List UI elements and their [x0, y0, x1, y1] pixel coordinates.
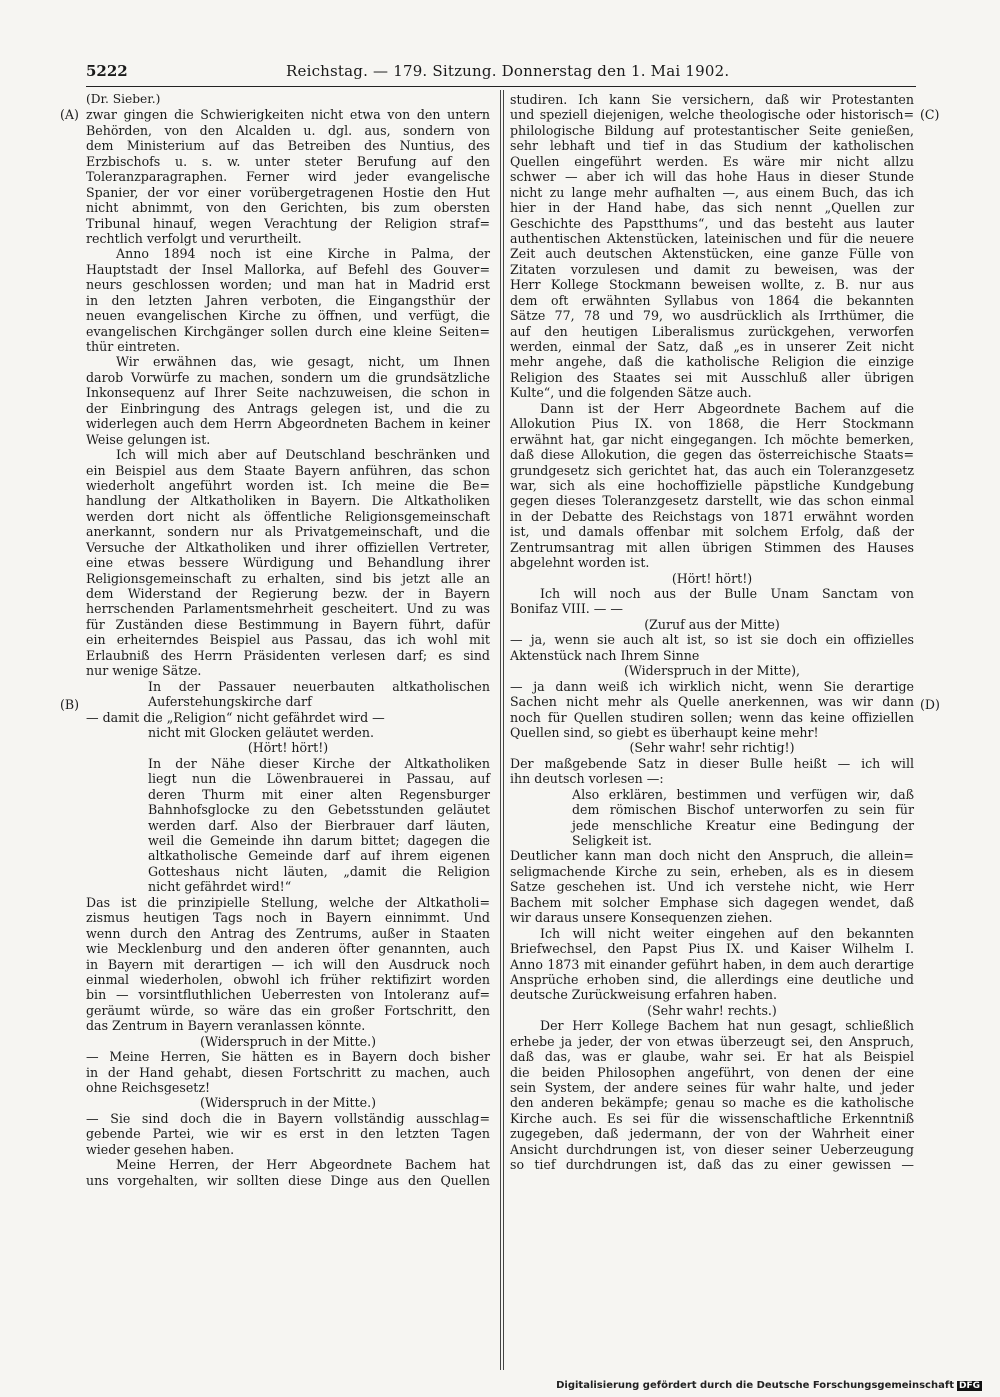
text-line: sehr lebhaft und tief in das Studium der katholischen [510, 138, 914, 154]
text-line: Satze geschehen ist. Und ich verstehe nicht, wie Herr [510, 879, 914, 895]
text-line: auf den heutigen Liberalismus zurückgehen, verworfen [510, 323, 914, 339]
text-line: altkatholische Gemeinde darf auf ihrem eigenen [148, 848, 490, 864]
text-line: gebende Partei, wie wir es erst in den letzten Tagen [86, 1126, 490, 1142]
text-line: — ja dann weiß ich wirklich nicht, wenn Sie derartige [510, 678, 914, 694]
text-line: Deutlicher kann man doch nicht den Anspruch, die allein= [510, 848, 914, 864]
text-line: bin — vorsintfluthlichen Ueberresten von Intoleranz auf= [86, 987, 490, 1003]
text-line: erhebe ja jeder, der von etwas überzeugt sei, den Anspruch, [510, 1033, 914, 1049]
page-number: 5222 [86, 62, 128, 80]
text-line: Ich will noch aus der Bulle Unam Sanctam von [540, 586, 914, 601]
text-line: war, sich als eine hochoffizielle päpstliche Kundgebung [510, 477, 914, 493]
text-line: schwer — aber ich will das hohe Haus in dieser Stunde [510, 169, 914, 185]
text-line: grundgesetz sich gerichtet hat, das auch ein Toleranzgesetz [510, 462, 914, 478]
text-line: Zitaten vorzulesen und damit zu beweisen, was der [510, 261, 914, 277]
text-line: Zeit auch deutschen Aktenstücken, eine ganze Fülle von [510, 246, 914, 262]
text-line: deren Thurm mit einer alten Regensburger [148, 786, 490, 802]
text-line: authentischen Aktenstücken, lateinischen und für die neuere [510, 230, 914, 246]
text-line: ein Beispiel aus dem Staate Bayern anführen, das schon [86, 462, 490, 478]
text-line: studiren. Ich kann Sie versichern, daß wir Protestanten [510, 92, 914, 107]
text-line: deutsche Zurückweisung erfahren haben. [510, 987, 778, 1003]
text-line: weil die Gemeinde ihn darum bittet; dagegen die [148, 833, 490, 848]
text-line: in den letzten Jahren verboten, die Eingangsthür der [86, 292, 490, 308]
text-line: Dann ist der Herr Abgeordnete Bachem auf die [540, 400, 914, 416]
text-line: dem oft erwähnten Syllabus von 1864 die bekannten [510, 292, 914, 308]
text-line: — Meine Herren, Sie hätten es in Bayern doch bisher [86, 1049, 490, 1065]
text-line: (Widerspruch in der Mitte.) [199, 1033, 377, 1049]
text-line: Gotteshaus nicht läuten, „damit die Religion [148, 863, 490, 879]
text-line: Ich will mich aber auf Deutschland beschränken und [116, 447, 490, 463]
text-line: — damit die „Religion“ nicht gefährdet wird — [86, 709, 385, 725]
text-line: darob Vorwürfe zu machen, sondern um die grundsätzliche [86, 369, 490, 385]
text-line: ihn deutsch vorlesen —: [510, 771, 664, 787]
text-line: Anno 1894 noch ist eine Kirche in Palma, der [116, 246, 490, 262]
text-line: seligmachende Kirche zu sein, erheben, als es in diesem [510, 863, 914, 879]
text-line: werden darf. Also der Bierbrauer darf läuten, [148, 817, 490, 833]
text-line: zwar gingen die Schwierigkeiten nicht etwa von den untern [86, 107, 490, 123]
text-line: ohne Reichsgesetz! [86, 1080, 211, 1095]
text-line: geräumt würde, so wäre das ein großer Fortschritt, den [86, 1002, 490, 1018]
text-line: Sätze 77, 78 und 79, wo ausdrücklich als Irrthümer, die [510, 308, 914, 324]
text-line: nicht gefährdet wird!“ [148, 879, 292, 895]
text-line: wir daraus unsere Konsequenzen ziehen. [510, 910, 773, 926]
text-line: Erzbischofs u. s. w. unter steter Berufung auf den [86, 153, 490, 169]
text-line: — ja, wenn sie auch alt ist, so ist sie doch ein offizielles [510, 632, 914, 648]
text-line: widerlegen auch dem Herrn Abgeordneten Bachem in keiner [86, 416, 490, 432]
text-line: in Bayern mit derartigen — ich will den Ausdruck noch [86, 956, 490, 972]
text-line: ein erheiterndes Beispiel aus Passau, das ich wohl mit [86, 632, 490, 648]
text-line: Zentrumsantrag mit allen übrigen Stimmen des Hauses [510, 539, 914, 555]
text-line: Das ist die prinzipielle Stellung, welche der Altkatholi= [86, 894, 490, 910]
text-line: Tribunal hinauf, wegen Verachtung der Religion straf= [86, 215, 490, 231]
margin-marker-c: (C) [920, 107, 940, 122]
text-line: Sachen nicht mehr als Quelle anerkennen, was wir dann [510, 694, 914, 710]
text-line: hier in der Hand habe, das sich nennt „Quellen zur [510, 200, 914, 216]
text-line: Bonifaz VIII. — — [510, 601, 623, 617]
text-line: evangelischen Kirchgänger sollen durch eine kleine Seiten= [86, 323, 490, 339]
text-line: (Hört! hört!) [671, 570, 753, 586]
text-line: den anderen bekämpfe; genau so mache es die katholische [510, 1095, 914, 1111]
text-line: Wir erwähnen das, wie gesagt, nicht, um Ihnen [116, 354, 490, 370]
text-line: Der maßgebende Satz in dieser Bulle heißt — ich will [510, 755, 914, 771]
text-line: wenn durch den Antrag des Zentrums, außer in Staaten [86, 925, 490, 941]
text-line: Ich will nicht weiter eingehen auf den bekannten [540, 925, 914, 941]
text-line: Toleranzparagraphen. Ferner wird jeder evangelische [86, 169, 490, 185]
text-line: (Sehr wahr! rechts.) [647, 1002, 777, 1018]
text-line: für Zuständen diese Bestimmung in Bayern führt, dafür [86, 616, 490, 632]
text-line: (Hört! hört!) [247, 740, 329, 756]
text-line: Herr Kollege Stockmann beweisen wollte, z. B. nur aus [510, 277, 914, 293]
text-line: (Widerspruch in der Mitte.) [199, 1095, 377, 1111]
text-line: eine etwas bessere Würdigung und Behandlung ihrer [86, 555, 490, 571]
text-line: abgelehnt worden ist. [510, 555, 650, 571]
text-line: Bahnhofsglocke zu den Gebetsstunden geläutet [148, 802, 490, 818]
text-line: handlung der Altkatholiken in Bayern. Die Altkatholiken [86, 493, 490, 509]
text-line: Spanier, der vor einer vorübergetragenen Hostie den Hut [86, 184, 490, 200]
text-line: Religionsgemeinschaft zu erhalten, sind bis jetzt alle an [86, 570, 490, 586]
text-line: Aktenstück nach Ihrem Sinne [510, 647, 700, 663]
text-line: Versuche der Altkatholiken und ihrer offiziellen Vertreter, [86, 539, 490, 555]
header-rule [86, 86, 916, 87]
text-line: Der Herr Kollege Bachem hat nun gesagt, schließlich [540, 1018, 914, 1034]
text-line: dem römischen Bischof unterworfen zu sein für [572, 802, 914, 818]
text-line: Ansicht durchdrungen ist, von dieser seiner Ueberzeugung [510, 1141, 914, 1157]
text-line: (Sehr wahr! sehr richtig!) [629, 740, 795, 756]
text-line: Weise gelungen ist. [86, 431, 211, 447]
text-line: werden dort nicht als öffentliche Religionsgemeinschaft [86, 508, 490, 524]
text-line: philologische Bildung auf protestantischer Seite genießen, [510, 122, 914, 138]
text-line: gegen dieses Toleranzgesetz darstellt, wie das schon einmal [510, 493, 914, 509]
text-line: wiederholt angeführt worden ist. Ich meine die Be= [86, 477, 490, 493]
text-line: ist, und damals offenbar mit solchem Erfolg, daß der [510, 524, 914, 540]
text-line: thür eintreten. [86, 339, 181, 354]
text-line: Anno 1873 mit einander geführt haben, in dem auch derartige [510, 956, 914, 972]
text-line: neurs geschlossen worden; und man hat in Madrid erst [86, 277, 490, 293]
text-line: die beiden Philosophen angeführt, von denen der eine [510, 1064, 914, 1080]
dfg-logo: DFG [958, 1381, 980, 1391]
text-line: uns vorgehalten, wir sollten diese Dinge aus den Quellen [86, 1172, 490, 1188]
text-line: Ansprüche erhoben sind, die allerdings eine deutliche und [510, 971, 914, 987]
text-line: In der Nähe dieser Kirche der Altkatholiken [148, 755, 490, 771]
text-line: dem Widerstand der Regierung bezw. der in Bayern [86, 586, 490, 601]
text-line: Geschichte des Papstthums“, und das besteht aus lauter [510, 215, 914, 231]
text-line: liegt nun die Löwenbrauerei in Passau, auf [148, 771, 490, 787]
text-line: in der Hand gehabt, diesen Fortschritt zu machen, auch [86, 1064, 490, 1080]
column-divider [500, 90, 501, 1370]
text-line: In der Passauer neuerbauten altkatholischen [148, 678, 490, 694]
text-line: (Zuruf aus der Mitte) [644, 616, 780, 632]
running-header [86, 62, 902, 84]
running-title: Reichstag. — 179. Sitzung. Donnerstag den 1. Mai 1902. [286, 62, 730, 80]
text-line: Allokution Pius IX. von 1868, die Herr Stockmann [510, 416, 914, 432]
text-line: nicht zu lange mehr aufhalten —, aus einem Buch, das ich [510, 184, 914, 200]
credit-text: Digitalisierung gefördert durch die Deutsche Forschungsgemeinschaft [556, 1380, 954, 1391]
text-line: (Widerspruch in der Mitte), [623, 663, 801, 679]
left-column [86, 92, 490, 1188]
text-line: wie Mecklenburg und den anderen öfter genannten, auch [86, 941, 490, 957]
text-line: erwähnt hat, gar nicht eingegangen. Ich möchte bemerken, [510, 431, 914, 447]
text-line: daß diese Allokution, die gegen das österreichische Staats= [510, 447, 914, 463]
text-line: Quellen eingeführt werden. Es wäre mir nicht allzu [510, 153, 914, 169]
text-line: Auferstehungskirche darf [148, 694, 312, 710]
text-line: in der Debatte des Reichstags von 1871 erwähnt worden [510, 508, 914, 524]
text-line: mehr angehe, daß die katholische Religion die einzige [510, 354, 914, 370]
text-line: sein System, der andere seines für wahr halte, und jeder [510, 1080, 914, 1095]
margin-marker-a: (A) [60, 107, 79, 122]
text-line: zugegeben, daß jedermann, der von der Wahrheit einer [510, 1126, 914, 1142]
text-line: Hauptstadt der Insel Mallorka, auf Befehl des Gouver= [86, 261, 490, 277]
text-line: das Zentrum in Bayern veranlassen könnte. [86, 1018, 366, 1034]
text-line: Religion des Staates sei mit Ausschluß aller übrigen [510, 369, 914, 385]
right-column [510, 92, 914, 1173]
text-line: Kirche auch. Es sei für die wissenschaftliche Erkenntniß [510, 1110, 914, 1126]
text-line: Bachem mit solcher Emphase sich dagegen wendet, daß [510, 894, 914, 910]
text-line: nicht mit Glocken geläutet werden. [148, 724, 374, 740]
text-line: werden, einmal der Satz, daß „es in unserer Zeit nicht [510, 339, 914, 354]
text-line: nicht abnimmt, von den Gerichten, bis zum obersten [86, 200, 490, 216]
text-line: zismus heutigen Tags noch in Bayern einnimmt. Und [86, 910, 490, 926]
text-line: (Dr. Sieber.) [86, 92, 161, 106]
text-line: nur wenige Sätze. [86, 663, 202, 679]
text-line: jede menschliche Kreatur eine Bedingung der [572, 817, 914, 833]
text-line: — Sie sind doch die in Bayern vollständig ausschlag= [86, 1110, 490, 1126]
text-line: Kulte“, und die folgenden Sätze auch. [510, 385, 752, 401]
text-line: so tief durchdrungen ist, daß das zu einer gewissen — [510, 1157, 914, 1173]
column-divider [503, 90, 504, 1370]
margin-marker-d: (D) [920, 697, 940, 712]
text-line: Inkonsequenz auf Ihrer Seite nachzuweisen, die schon in [86, 385, 490, 401]
text-line: der Einbringung des Antrags gelegen ist, und die zu [86, 400, 490, 416]
text-line: Quellen sind, so giebt es überhaupt keine mehr! [510, 724, 819, 740]
margin-marker-b: (B) [60, 697, 80, 712]
text-line: rechtlich verfolgt und verurtheilt. [86, 230, 302, 246]
text-line: Behörden, von den Alcalden u. dgl. aus, sondern von [86, 122, 490, 138]
text-line: anerkannt, sondern nur als Privatgemeinschaft, und die [86, 524, 490, 540]
text-line: noch für Quellen studiren sollen; wenn das keine offiziellen [510, 709, 914, 725]
text-line: Meine Herren, der Herr Abgeordnete Bachem hat [116, 1157, 490, 1173]
digitization-credit [556, 1380, 982, 1391]
text-line: Briefwechsel, den Papst Pius IX. und Kaiser Wilhelm I. [510, 941, 914, 957]
text-line: Erlaubniß des Herrn Präsidenten verlesen darf; es sind [86, 647, 490, 663]
text-line: Also erklären, bestimmen und verfügen wir, daß [572, 786, 914, 802]
text-line: herrschenden Parlamentsmehrheit gescheitert. Und zu was [86, 601, 490, 617]
text-line: daß das, was er glaube, wahr sei. Er hat als Beispiel [510, 1049, 914, 1065]
text-line: Seligkeit ist. [572, 833, 652, 848]
text-line: neuen evangelischen Kirche zu öffnen, und verfügt, die [86, 308, 490, 324]
text-line: und speziell diejenigen, welche theologische oder historisch= [510, 107, 914, 123]
text-line: einmal wiederholen, obwohl ich früher rektifizirt worden [86, 971, 490, 987]
text-line: dem Ministerium auf das Betreiben des Nuntius, des [86, 138, 490, 154]
text-line: wieder gesehen haben. [86, 1141, 235, 1157]
